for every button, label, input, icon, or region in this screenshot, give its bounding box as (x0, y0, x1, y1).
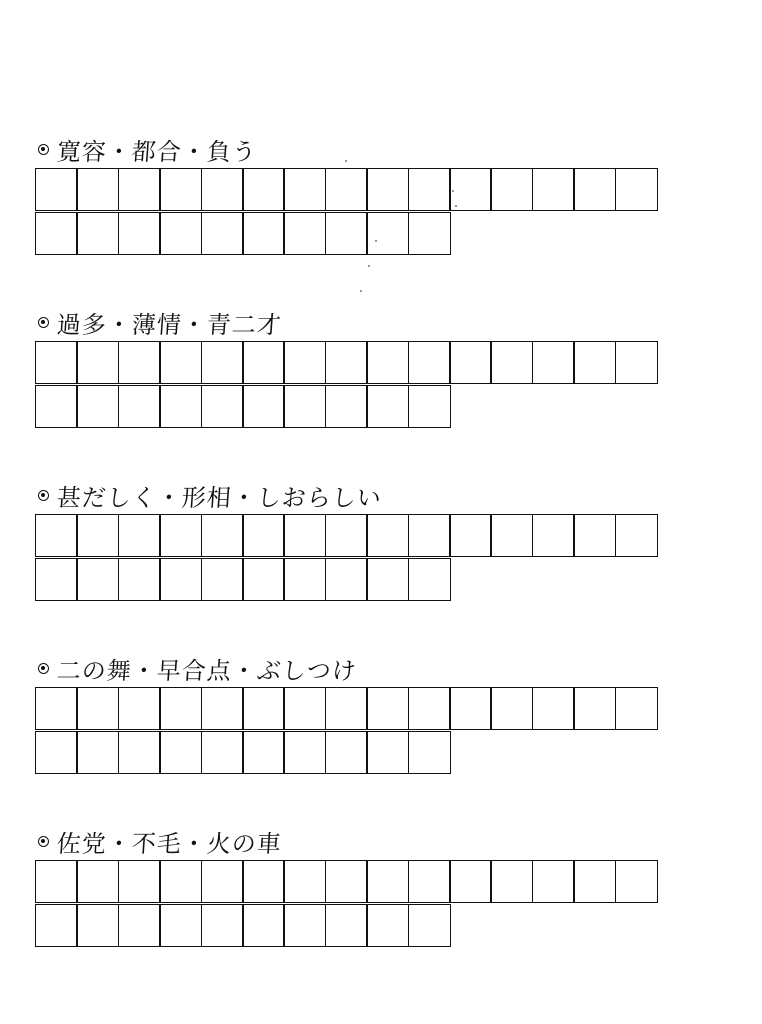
writing-cell[interactable] (532, 860, 575, 903)
grid-row (35, 731, 656, 775)
writing-cell[interactable] (408, 558, 451, 601)
writing-cell[interactable] (201, 168, 244, 211)
writing-cell[interactable] (366, 168, 409, 211)
writing-cell[interactable] (408, 341, 451, 384)
writing-cell[interactable] (449, 687, 492, 730)
writing-cell[interactable] (76, 385, 119, 428)
writing-cell[interactable] (35, 731, 78, 774)
writing-cell[interactable] (118, 341, 161, 384)
writing-cell[interactable] (159, 514, 202, 557)
writing-cell[interactable] (283, 514, 326, 557)
writing-cell[interactable] (325, 731, 368, 774)
writing-cell[interactable] (159, 168, 202, 211)
section-heading-text: 佐党・不毛・火の車 (55, 829, 283, 858)
writing-cell[interactable] (449, 860, 492, 903)
writing-cell[interactable] (573, 860, 616, 903)
writing-cell[interactable] (532, 341, 575, 384)
writing-cell[interactable] (490, 687, 533, 730)
writing-cell[interactable] (325, 341, 368, 384)
scan-speck (360, 290, 362, 292)
writing-cell[interactable] (325, 558, 368, 601)
writing-cell[interactable] (201, 731, 244, 774)
writing-cell[interactable] (325, 687, 368, 730)
writing-grid (35, 514, 656, 602)
grid-row (35, 514, 656, 558)
grid-row (35, 687, 656, 731)
writing-cell[interactable] (118, 860, 161, 903)
writing-cell[interactable] (283, 904, 326, 947)
grid-row (35, 168, 656, 212)
writing-cell[interactable] (35, 341, 78, 384)
writing-cell[interactable] (532, 687, 575, 730)
writing-cell[interactable] (35, 904, 78, 947)
writing-cell[interactable] (35, 212, 78, 255)
writing-cell[interactable] (159, 385, 202, 428)
writing-cell[interactable] (573, 341, 616, 384)
section-heading (38, 824, 282, 858)
writing-cell[interactable] (159, 687, 202, 730)
writing-cell[interactable] (242, 341, 285, 384)
writing-cell[interactable] (573, 168, 616, 211)
writing-cell[interactable] (366, 514, 409, 557)
section-heading-text: 寛容・都合・負う (55, 137, 258, 166)
grid-row (35, 860, 656, 904)
bullet-icon (38, 663, 49, 674)
writing-cell[interactable] (408, 514, 451, 557)
writing-cell[interactable] (35, 385, 78, 428)
writing-cell[interactable] (76, 860, 119, 903)
writing-cell[interactable] (366, 558, 409, 601)
writing-cell[interactable] (35, 168, 78, 211)
writing-cell[interactable] (35, 860, 78, 903)
writing-cell[interactable] (366, 860, 409, 903)
writing-cell[interactable] (615, 860, 658, 903)
writing-cell[interactable] (408, 687, 451, 730)
grid-row (35, 212, 656, 256)
writing-cell[interactable] (201, 514, 244, 557)
writing-cell[interactable] (283, 385, 326, 428)
writing-cell[interactable] (118, 212, 161, 255)
writing-cell[interactable] (366, 731, 409, 774)
writing-cell[interactable] (118, 514, 161, 557)
writing-cell[interactable] (408, 731, 451, 774)
writing-cell[interactable] (366, 385, 409, 428)
writing-cell[interactable] (573, 687, 616, 730)
section-heading-text: 過多・薄情・青二才 (55, 310, 283, 339)
writing-cell[interactable] (615, 341, 658, 384)
writing-cell[interactable] (325, 168, 368, 211)
writing-cell[interactable] (283, 687, 326, 730)
writing-cell[interactable] (76, 212, 119, 255)
writing-cell[interactable] (35, 687, 78, 730)
writing-cell[interactable] (490, 168, 533, 211)
writing-cell[interactable] (449, 341, 492, 384)
writing-cell[interactable] (201, 385, 244, 428)
writing-cell[interactable] (118, 731, 161, 774)
writing-cell[interactable] (490, 341, 533, 384)
writing-cell[interactable] (366, 212, 409, 255)
grid-row (35, 341, 656, 385)
writing-cell[interactable] (242, 168, 285, 211)
scan-speck (455, 205, 457, 207)
writing-cell[interactable] (201, 860, 244, 903)
bullet-icon (38, 490, 49, 501)
writing-cell[interactable] (76, 904, 119, 947)
writing-cell[interactable] (532, 514, 575, 557)
section-heading (38, 132, 257, 166)
practice-section (0, 132, 762, 262)
writing-cell[interactable] (366, 904, 409, 947)
writing-cell[interactable] (76, 341, 119, 384)
scan-speck (368, 265, 370, 267)
writing-cell[interactable] (242, 731, 285, 774)
grid-row (35, 558, 656, 602)
writing-cell[interactable] (201, 212, 244, 255)
scan-speck (375, 240, 377, 242)
writing-cell[interactable] (242, 687, 285, 730)
writing-cell[interactable] (201, 558, 244, 601)
section-heading (38, 305, 282, 339)
practice-section (0, 651, 762, 781)
writing-cell[interactable] (325, 860, 368, 903)
writing-cell[interactable] (159, 558, 202, 601)
writing-cell[interactable] (283, 212, 326, 255)
scan-speck (345, 160, 347, 162)
section-heading (38, 478, 382, 512)
writing-cell[interactable] (76, 731, 119, 774)
writing-cell[interactable] (159, 904, 202, 947)
writing-cell[interactable] (283, 168, 326, 211)
writing-cell[interactable] (118, 904, 161, 947)
writing-cell[interactable] (242, 904, 285, 947)
writing-grid (35, 341, 656, 429)
writing-cell[interactable] (408, 860, 451, 903)
section-heading (38, 651, 357, 685)
writing-cell[interactable] (159, 860, 202, 903)
writing-cell[interactable] (615, 168, 658, 211)
writing-cell[interactable] (76, 558, 119, 601)
writing-cell[interactable] (449, 514, 492, 557)
writing-cell[interactable] (615, 514, 658, 557)
writing-cell[interactable] (283, 558, 326, 601)
scan-speck (452, 190, 454, 192)
writing-cell[interactable] (159, 212, 202, 255)
section-heading-text: 二の舞・早合点・ぶしつけ (55, 656, 358, 685)
writing-cell[interactable] (159, 341, 202, 384)
practice-section (0, 478, 762, 608)
writing-cell[interactable] (118, 558, 161, 601)
practice-section (0, 824, 762, 954)
writing-cell[interactable] (118, 168, 161, 211)
bullet-icon (38, 836, 49, 847)
writing-cell[interactable] (283, 341, 326, 384)
writing-cell[interactable] (408, 168, 451, 211)
writing-cell[interactable] (490, 514, 533, 557)
grid-row (35, 904, 656, 948)
writing-cell[interactable] (325, 904, 368, 947)
section-heading-text: 甚だしく・形相・しおらしい (55, 483, 383, 512)
writing-cell[interactable] (532, 168, 575, 211)
writing-cell[interactable] (325, 514, 368, 557)
writing-cell[interactable] (76, 168, 119, 211)
writing-cell[interactable] (408, 904, 451, 947)
writing-cell[interactable] (35, 514, 78, 557)
writing-cell[interactable] (408, 385, 451, 428)
writing-cell[interactable] (573, 514, 616, 557)
writing-cell[interactable] (366, 687, 409, 730)
writing-cell[interactable] (242, 514, 285, 557)
writing-cell[interactable] (201, 341, 244, 384)
writing-cell[interactable] (325, 212, 368, 255)
writing-cell[interactable] (283, 860, 326, 903)
writing-cell[interactable] (490, 860, 533, 903)
writing-cell[interactable] (76, 687, 119, 730)
grid-row (35, 385, 656, 429)
writing-cell[interactable] (615, 687, 658, 730)
bullet-icon (38, 317, 49, 328)
writing-grid (35, 860, 656, 948)
writing-cell[interactable] (35, 558, 78, 601)
bullet-icon (38, 144, 49, 155)
writing-cell[interactable] (201, 687, 244, 730)
writing-cell[interactable] (118, 687, 161, 730)
writing-cell[interactable] (118, 385, 161, 428)
writing-cell[interactable] (325, 385, 368, 428)
writing-cell[interactable] (366, 341, 409, 384)
writing-cell[interactable] (283, 731, 326, 774)
writing-cell[interactable] (242, 385, 285, 428)
writing-cell[interactable] (242, 212, 285, 255)
writing-grid (35, 687, 656, 775)
practice-section (0, 305, 762, 435)
writing-cell[interactable] (408, 212, 451, 255)
writing-cell[interactable] (242, 558, 285, 601)
writing-cell[interactable] (201, 904, 244, 947)
writing-cell[interactable] (242, 860, 285, 903)
writing-grid (35, 168, 656, 256)
writing-cell[interactable] (159, 731, 202, 774)
writing-cell[interactable] (76, 514, 119, 557)
